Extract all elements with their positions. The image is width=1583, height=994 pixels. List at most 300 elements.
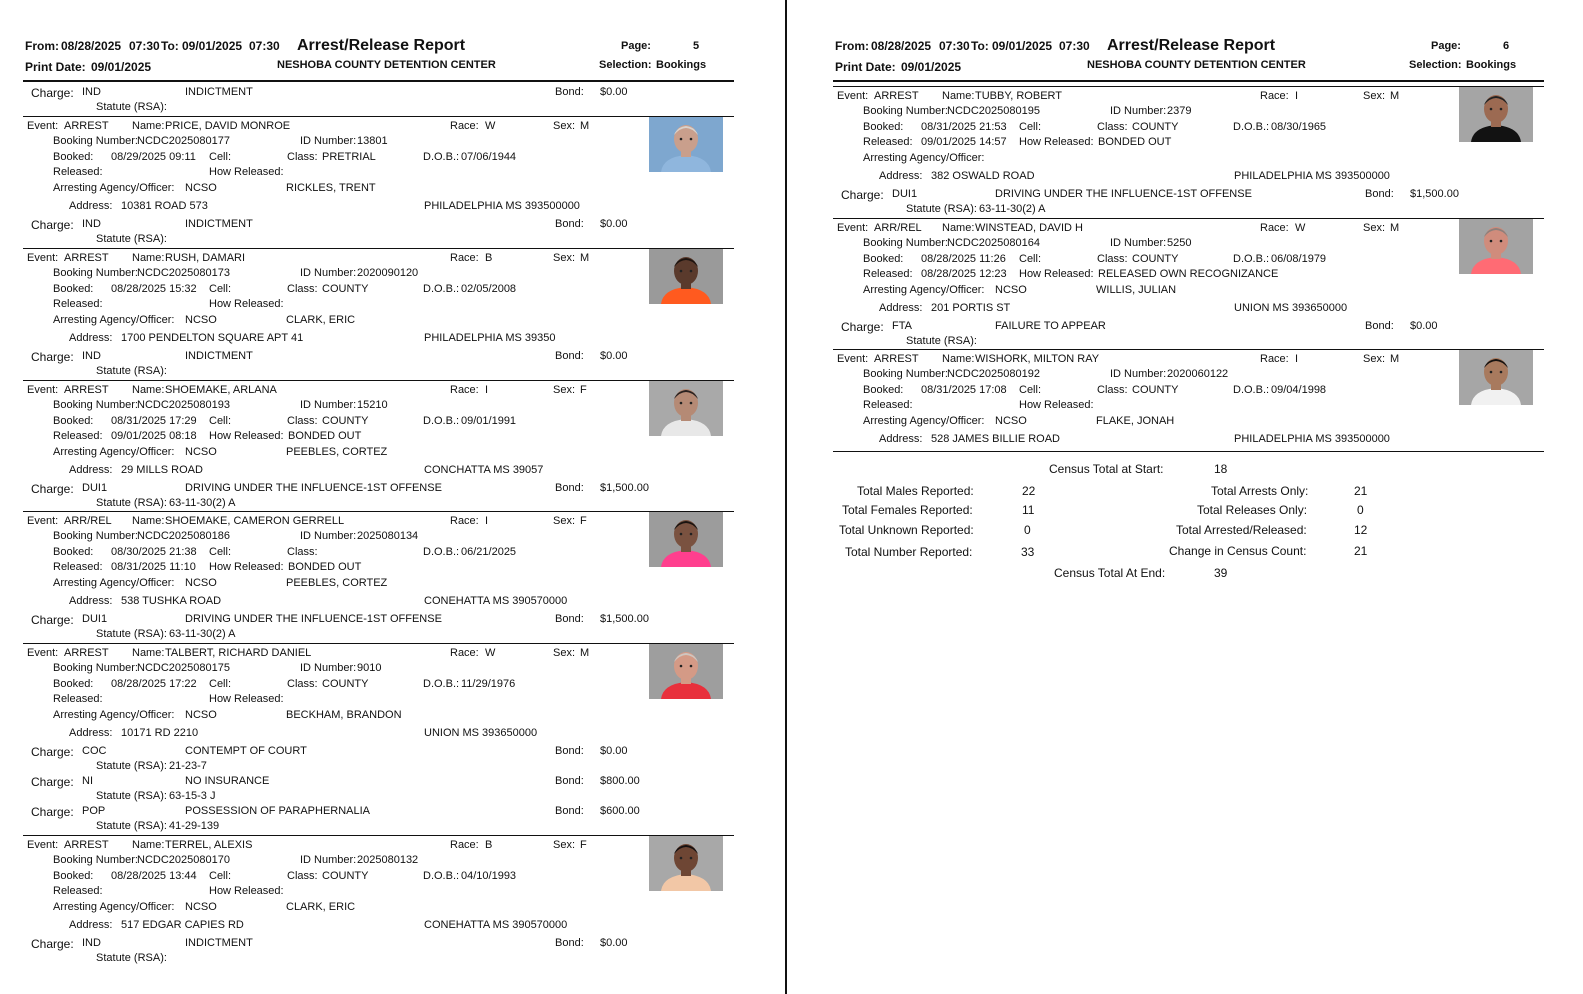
agency-label: Arresting Agency/Officer: xyxy=(53,709,175,721)
dob-label: D.O.B.: xyxy=(423,151,460,163)
inmate-name: PRICE, DAVID MONROE xyxy=(165,120,291,132)
how-released-value: BONDED OUT xyxy=(1098,136,1172,148)
event-label: Event: xyxy=(27,515,59,527)
charge-description: INDICTMENT xyxy=(185,350,253,362)
event-type: ARR/REL xyxy=(64,515,112,527)
total-releases-label: Total Releases Only: xyxy=(1197,503,1308,517)
address-value: 538 TUSHKA ROAD xyxy=(121,595,222,607)
charge-label: Charge: xyxy=(31,613,74,627)
from-label: From: xyxy=(25,39,59,53)
booked-label: Booked: xyxy=(863,121,904,133)
dob-value: 02/05/2008 xyxy=(461,283,517,295)
inmate-name: TALBERT, RICHARD DANIEL xyxy=(165,647,312,659)
dob-label: D.O.B.: xyxy=(1233,121,1270,133)
id-number-label: ID Number: xyxy=(300,854,357,866)
city-value: CONEHATTA MS 390570000 xyxy=(424,595,568,607)
released-datetime: 08/31/2025 11:10 xyxy=(111,561,196,573)
bond-label: Bond: xyxy=(555,613,584,625)
charge-label: Charge: xyxy=(31,805,74,819)
census-change-label: Change in Census Count: xyxy=(1169,544,1307,558)
dob-value: 08/30/1965 xyxy=(1271,121,1327,133)
officer-name: PEEBLES, CORTEZ xyxy=(286,577,388,589)
id-number: 2025080134 xyxy=(357,530,419,542)
how-released-label: How Released: xyxy=(1019,399,1094,411)
id-number-label: ID Number: xyxy=(300,135,357,147)
inmate-name: SHOEMAKE, ARLANA xyxy=(165,384,277,396)
race-value: B xyxy=(485,252,493,264)
city-value: UNION MS 393650000 xyxy=(1234,302,1348,314)
inmate-name: WINSTEAD, DAVID H xyxy=(975,222,1083,234)
booked-label: Booked: xyxy=(53,546,94,558)
race-label: Race: xyxy=(450,515,479,527)
officer-name: PEEBLES, CORTEZ xyxy=(286,446,388,458)
booked-datetime: 08/29/2025 09:11 xyxy=(111,151,196,163)
class-value: COUNTY xyxy=(322,415,369,427)
released-label: Released: xyxy=(863,268,913,280)
how-released-label: How Released: xyxy=(209,298,284,310)
charge-code: POP xyxy=(82,805,106,817)
booking-photo xyxy=(1459,219,1533,274)
agency-label: Arresting Agency/Officer: xyxy=(53,901,175,913)
print-date: 09/01/2025 xyxy=(901,60,962,74)
bond-amount: $0.00 xyxy=(600,218,628,230)
inmate-name: RUSH, DAMARI xyxy=(165,252,246,264)
booked-datetime: 08/30/2025 21:38 xyxy=(111,546,197,558)
sex-label: Sex: xyxy=(553,647,576,659)
cell-label: Cell: xyxy=(209,415,232,427)
sex-label: Sex: xyxy=(553,515,576,527)
total-arrrel-value: 12 xyxy=(1354,523,1368,537)
booked-datetime: 08/28/2025 13:44 xyxy=(111,870,197,882)
name-label: Name: xyxy=(132,515,165,527)
officer-name: FLAKE, JONAH xyxy=(1096,415,1175,427)
sex-value: F xyxy=(580,839,587,851)
charge-description: INDICTMENT xyxy=(185,218,253,230)
id-number-label: ID Number: xyxy=(300,267,357,279)
record-divider xyxy=(833,349,1544,350)
report-title: Arrest/Release Report xyxy=(297,37,466,54)
how-released-value: RELEASED OWN RECOGNIZANCE xyxy=(1098,268,1279,280)
sex-value: F xyxy=(580,384,587,396)
statute-label: Statute (RSA): xyxy=(96,820,167,832)
address-value: 1700 PENDELTON SQUARE APT 41 xyxy=(121,332,304,344)
charge-code: IND xyxy=(82,218,101,230)
sex-label: Sex: xyxy=(1363,222,1386,234)
address-label: Address: xyxy=(879,433,923,445)
released-label: Released: xyxy=(53,430,103,442)
statute-label: Statute (RSA): xyxy=(96,365,167,377)
total-females-value: 11 xyxy=(1022,503,1035,517)
booking-number: NCDC2025080173 xyxy=(137,267,230,279)
total-arrests-value: 21 xyxy=(1354,484,1368,498)
total-arrests-label: Total Arrests Only: xyxy=(1211,484,1309,498)
class-value: COUNTY xyxy=(1132,384,1179,396)
sex-label: Sex: xyxy=(1363,90,1386,102)
agency-value: NCSO xyxy=(185,901,217,913)
how-released-label: How Released: xyxy=(1019,268,1094,280)
id-number: 2020060122 xyxy=(1167,368,1229,380)
address-label: Address: xyxy=(69,200,113,212)
city-value: PHILADELPHIA MS 39350 xyxy=(424,332,556,344)
charge-description: DRIVING UNDER THE INFLUENCE-1ST OFFENSE xyxy=(185,482,442,494)
race-label: Race: xyxy=(450,120,479,132)
sex-value: M xyxy=(580,252,590,264)
id-number: 15210 xyxy=(357,399,388,411)
class-value: COUNTY xyxy=(322,283,369,295)
name-label: Name: xyxy=(132,839,165,851)
released-label: Released: xyxy=(863,399,913,411)
total-males-label: Total Males Reported: xyxy=(857,484,974,498)
agency-value: NCSO xyxy=(185,446,217,458)
sex-value: M xyxy=(1390,222,1400,234)
dob-label: D.O.B.: xyxy=(423,415,460,427)
event-type: ARREST xyxy=(64,384,109,396)
charge-description: INDICTMENT xyxy=(185,937,253,949)
id-number: 2025080132 xyxy=(357,854,419,866)
how-released-value: BONDED OUT xyxy=(288,561,362,573)
bond-label: Bond: xyxy=(1365,188,1394,200)
agency-value: NCSO xyxy=(995,284,1027,296)
booking-number: NCDC2025080193 xyxy=(137,399,230,411)
agency-label: Arresting Agency/Officer: xyxy=(53,314,175,326)
sex-label: Sex: xyxy=(1363,353,1386,365)
cell-label: Cell: xyxy=(1019,253,1042,265)
class-label: Class: xyxy=(287,870,318,882)
census-end-value: 39 xyxy=(1214,566,1228,580)
race-value: W xyxy=(1295,222,1306,234)
page-label: Page: xyxy=(1431,40,1461,52)
bond-label: Bond: xyxy=(555,350,584,362)
race-label: Race: xyxy=(450,647,479,659)
to-time: 07:30 xyxy=(1059,39,1090,53)
total-unknown-label: Total Unknown Reported: xyxy=(839,523,974,537)
booked-label: Booked: xyxy=(53,283,94,295)
name-label: Name: xyxy=(942,90,975,102)
how-released-label: How Released: xyxy=(209,693,284,705)
name-label: Name: xyxy=(942,353,975,365)
bond-amount: $600.00 xyxy=(600,805,640,817)
booking-photo xyxy=(1459,350,1533,405)
mugshot-portrait xyxy=(1459,350,1533,405)
bond-label: Bond: xyxy=(1365,320,1394,332)
from-date: 08/28/2025 xyxy=(61,39,122,53)
charge-description: INDICTMENT xyxy=(185,86,253,98)
agency-label: Arresting Agency/Officer: xyxy=(863,415,985,427)
booking-number-label: Booking Number: xyxy=(53,530,138,542)
booked-label: Booked: xyxy=(863,253,904,265)
to-label: To: xyxy=(161,39,179,53)
event-label: Event: xyxy=(27,252,59,264)
event-label: Event: xyxy=(27,647,59,659)
event-type: ARREST xyxy=(874,90,919,102)
released-label: Released: xyxy=(863,136,913,148)
address-label: Address: xyxy=(69,595,113,607)
agency-label: Arresting Agency/Officer: xyxy=(863,152,985,164)
bond-label: Bond: xyxy=(555,775,584,787)
charge-description: CONTEMPT OF COURT xyxy=(185,745,307,757)
address-label: Address: xyxy=(69,919,113,931)
booking-number-label: Booking Number: xyxy=(53,267,138,279)
released-label: Released: xyxy=(53,561,103,573)
dob-label: D.O.B.: xyxy=(423,283,460,295)
cell-label: Cell: xyxy=(1019,121,1042,133)
charge-label: Charge: xyxy=(31,350,74,364)
released-label: Released: xyxy=(53,166,103,178)
charge-label: Charge: xyxy=(31,482,74,496)
cell-label: Cell: xyxy=(1019,384,1042,396)
census-start-value: 18 xyxy=(1214,462,1228,476)
class-label: Class: xyxy=(1097,384,1128,396)
booking-number-label: Booking Number: xyxy=(53,399,138,411)
selection-label: Selection: xyxy=(1409,59,1462,71)
booked-label: Booked: xyxy=(53,415,94,427)
report-title: Arrest/Release Report xyxy=(1107,37,1276,54)
charge-code: DUI1 xyxy=(892,188,918,200)
bond-label: Bond: xyxy=(555,86,584,98)
booking-number: NCDC2025080164 xyxy=(947,237,1040,249)
bond-amount: $0.00 xyxy=(600,937,628,949)
sex-label: Sex: xyxy=(553,120,576,132)
charge-code: IND xyxy=(82,350,101,362)
agency-label: Arresting Agency/Officer: xyxy=(53,182,175,194)
mugshot-portrait xyxy=(1459,219,1533,274)
sex-label: Sex: xyxy=(553,839,576,851)
agency-value: NCSO xyxy=(185,314,217,326)
bond-label: Bond: xyxy=(555,937,584,949)
event-type: ARREST xyxy=(64,647,109,659)
released-datetime: 08/28/2025 12:23 xyxy=(921,268,1007,280)
address-value: 29 MILLS ROAD xyxy=(121,464,203,476)
booking-number: NCDC2025080170 xyxy=(137,854,230,866)
charge-code: IND xyxy=(82,86,101,98)
event-label: Event: xyxy=(27,384,59,396)
id-number-label: ID Number: xyxy=(300,530,357,542)
address-value: 10171 RD 2210 xyxy=(121,727,199,739)
charge-description: NO INSURANCE xyxy=(185,775,270,787)
charge-code: IND xyxy=(82,937,101,949)
booking-number: NCDC2025080192 xyxy=(947,368,1040,380)
booked-datetime: 08/28/2025 15:32 xyxy=(111,283,197,295)
dob-label: D.O.B.: xyxy=(1233,253,1270,265)
event-type: ARREST xyxy=(64,252,109,264)
city-value: PHILADELPHIA MS 393500000 xyxy=(424,200,580,212)
dob-value: 06/08/1979 xyxy=(1271,253,1327,265)
address-label: Address: xyxy=(69,727,113,739)
event-label: Event: xyxy=(27,839,59,851)
bond-amount: $0.00 xyxy=(600,745,628,757)
race-value: I xyxy=(1295,353,1299,365)
bond-label: Bond: xyxy=(555,745,584,757)
statute-label: Statute (RSA): xyxy=(96,233,167,245)
sex-label: Sex: xyxy=(553,252,576,264)
agency-label: Arresting Agency/Officer: xyxy=(863,284,985,296)
city-value: PHILADELPHIA MS 393500000 xyxy=(1234,433,1390,445)
class-value: COUNTY xyxy=(322,678,369,690)
race-label: Race: xyxy=(1260,353,1289,365)
booked-label: Booked: xyxy=(863,384,904,396)
event-label: Event: xyxy=(837,353,869,365)
booking-number: NCDC2025080177 xyxy=(137,135,230,147)
dob-value: 04/10/1993 xyxy=(461,870,517,882)
booked-datetime: 08/31/2025 17:29 xyxy=(111,415,197,427)
inmate-name: SHOEMAKE, CAMERON GERRELL xyxy=(165,515,345,527)
bond-amount: $1,500.00 xyxy=(600,613,649,625)
page-label: Page: xyxy=(621,40,651,52)
id-number-label: ID Number: xyxy=(300,662,357,674)
class-label: Class: xyxy=(287,546,318,558)
census-change-value: 21 xyxy=(1354,544,1368,558)
class-label: Class: xyxy=(287,678,318,690)
address-value: 10381 ROAD 573 xyxy=(121,200,208,212)
address-label: Address: xyxy=(69,332,113,344)
officer-name: WILLIS, JULIAN xyxy=(1096,284,1177,296)
name-label: Name: xyxy=(132,384,165,396)
cell-label: Cell: xyxy=(209,870,232,882)
bond-label: Bond: xyxy=(555,218,584,230)
race-value: I xyxy=(485,515,489,527)
address-value: 517 EDGAR CAPIES RD xyxy=(121,919,244,931)
booked-datetime: 08/31/2025 21:53 xyxy=(921,121,1007,133)
class-value: PRETRIAL xyxy=(322,151,376,163)
class-label: Class: xyxy=(1097,121,1128,133)
charge-code: NI xyxy=(82,775,93,787)
booking-number-label: Booking Number: xyxy=(53,854,138,866)
cell-label: Cell: xyxy=(209,678,232,690)
statute-label: Statute (RSA): xyxy=(96,628,167,640)
city-value: CONEHATTA MS 390570000 xyxy=(424,919,568,931)
event-type: ARR/REL xyxy=(874,222,922,234)
class-label: Class: xyxy=(1097,253,1128,265)
statute-label: Statute (RSA): xyxy=(96,497,167,509)
booked-datetime: 08/28/2025 11:26 xyxy=(921,253,1006,265)
released-label: Released: xyxy=(53,298,103,310)
id-number-label: ID Number: xyxy=(300,399,357,411)
race-label: Race: xyxy=(1260,90,1289,102)
id-number: 13801 xyxy=(357,135,388,147)
how-released-label: How Released: xyxy=(209,885,284,897)
agency-label: Arresting Agency/Officer: xyxy=(53,577,175,589)
race-label: Race: xyxy=(1260,222,1289,234)
name-label: Name: xyxy=(132,120,165,132)
how-released-label: How Released: xyxy=(209,166,284,178)
page-number: 5 xyxy=(693,40,700,52)
charge-code: DUI1 xyxy=(82,482,108,494)
released-datetime: 09/01/2025 14:57 xyxy=(921,136,1007,148)
bond-amount: $0.00 xyxy=(600,350,628,362)
booked-label: Booked: xyxy=(53,678,94,690)
class-label: Class: xyxy=(287,151,318,163)
how-released-label: How Released: xyxy=(1019,136,1094,148)
charge-label: Charge: xyxy=(31,775,74,789)
dob-label: D.O.B.: xyxy=(423,546,460,558)
sex-value: F xyxy=(580,515,587,527)
name-label: Name: xyxy=(942,222,975,234)
record-divider xyxy=(833,218,1544,219)
census-end-label: Census Total At End: xyxy=(1054,566,1166,580)
statute-value: 63-11-30(2) A xyxy=(979,203,1046,215)
address-value: 382 OSWALD ROAD xyxy=(931,170,1035,182)
total-number-label: Total Number Reported: xyxy=(845,545,973,559)
dob-value: 09/01/1991 xyxy=(461,415,517,427)
how-released-value: BONDED OUT xyxy=(288,430,362,442)
charge-code: COC xyxy=(82,745,107,757)
class-value: COUNTY xyxy=(1132,253,1179,265)
statute-value: 63-11-30(2) A xyxy=(169,497,236,509)
event-type: ARREST xyxy=(874,353,919,365)
booking-number: NCDC2025080186 xyxy=(137,530,230,542)
selection-value: Bookings xyxy=(1466,59,1517,71)
statute-label: Statute (RSA): xyxy=(906,203,977,215)
print-date: 09/01/2025 xyxy=(91,60,152,74)
id-number: 9010 xyxy=(357,662,382,674)
header-rule xyxy=(833,80,1544,82)
inmate-name: TERREL, ALEXIS xyxy=(165,839,253,851)
total-releases-value: 0 xyxy=(1357,503,1364,517)
race-label: Race: xyxy=(450,839,479,851)
charge-label: Charge: xyxy=(841,320,884,334)
officer-name: RICKLES, TRENT xyxy=(286,182,376,194)
bond-label: Bond: xyxy=(555,805,584,817)
address-value: 201 PORTIS ST xyxy=(931,302,1011,314)
booked-label: Booked: xyxy=(53,151,94,163)
id-number: 2379 xyxy=(1167,105,1192,117)
total-females-label: Total Females Reported: xyxy=(842,503,973,517)
class-label: Class: xyxy=(287,415,318,427)
class-label: Class: xyxy=(287,283,318,295)
statute-label: Statute (RSA): xyxy=(96,790,167,802)
statute-label: Statute (RSA): xyxy=(96,952,167,964)
inmate-name: WISHORK, MILTON RAY xyxy=(975,353,1100,365)
booking-number-label: Booking Number: xyxy=(863,105,948,117)
charge-label: Charge: xyxy=(31,937,74,951)
record-divider xyxy=(833,86,1544,87)
total-unknown-value: 0 xyxy=(1024,523,1031,537)
officer-name: BECKHAM, BRANDON xyxy=(286,709,402,721)
agency-value: NCSO xyxy=(185,182,217,194)
how-released-label: How Released: xyxy=(209,430,284,442)
from-time: 07:30 xyxy=(129,39,160,53)
charge-label: Charge: xyxy=(31,745,74,759)
charge-label: Charge: xyxy=(31,86,74,100)
dob-value: 11/29/1976 xyxy=(461,678,516,690)
facility-name: NESHOBA COUNTY DETENTION CENTER xyxy=(1087,59,1306,71)
total-males-value: 22 xyxy=(1022,484,1036,498)
sex-value: M xyxy=(580,647,590,659)
released-label: Released: xyxy=(53,693,103,705)
cell-label: Cell: xyxy=(209,546,232,558)
class-value: COUNTY xyxy=(322,870,369,882)
total-arrrel-label: Total Arrested/Released: xyxy=(1176,523,1307,537)
id-number-label: ID Number: xyxy=(1110,368,1167,380)
id-number: 5250 xyxy=(1167,237,1192,249)
race-value: I xyxy=(485,384,489,396)
charge-code: DUI1 xyxy=(82,613,108,625)
charge-description: FAILURE TO APPEAR xyxy=(995,320,1106,332)
statute-value: 63-11-30(2) A xyxy=(169,628,236,640)
statute-label: Statute (RSA): xyxy=(96,101,167,113)
sex-value: M xyxy=(1390,90,1400,102)
booking-photo xyxy=(1459,87,1533,142)
census-start-label: Census Total at Start: xyxy=(1049,462,1164,476)
agency-value: NCSO xyxy=(185,709,217,721)
bond-amount: $1,500.00 xyxy=(1410,188,1459,200)
mugshot-portrait xyxy=(1459,87,1533,142)
booked-datetime: 08/28/2025 17:22 xyxy=(111,678,197,690)
race-label: Race: xyxy=(450,384,479,396)
id-number-label: ID Number: xyxy=(1110,237,1167,249)
selection-value: Bookings xyxy=(656,59,707,71)
page-number: 6 xyxy=(1503,40,1510,52)
